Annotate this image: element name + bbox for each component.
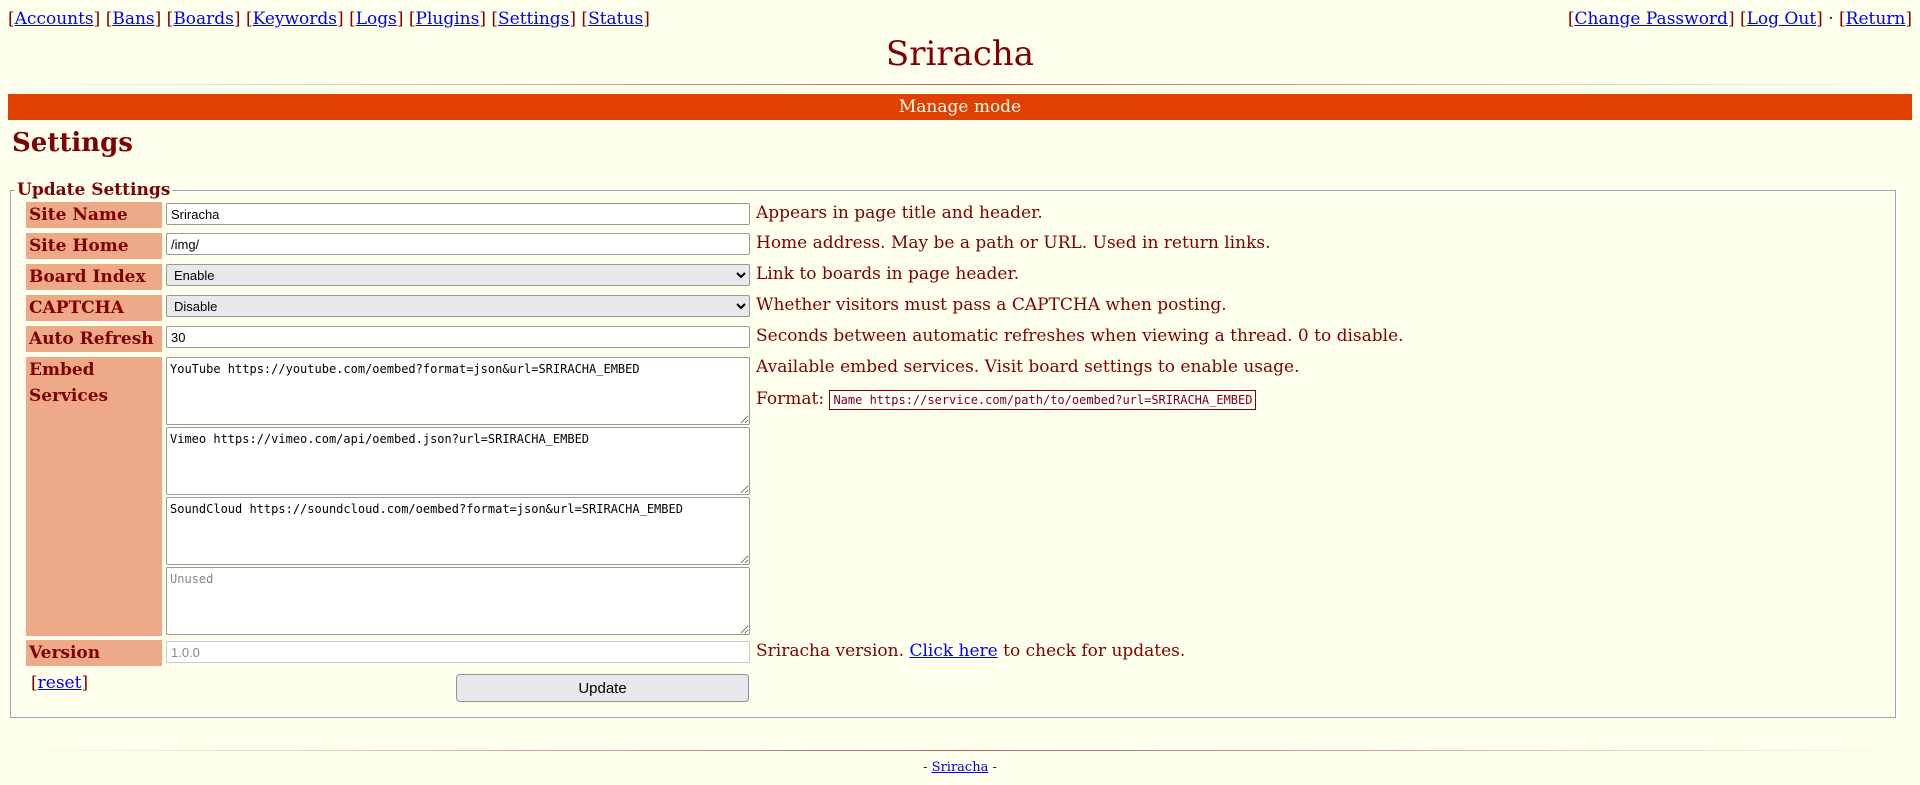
check-updates-link[interactable]: Click here bbox=[909, 641, 998, 661]
captcha-label: CAPTCHA bbox=[26, 295, 162, 321]
embed-format-example: Name https://service.com/path/to/oembed?url=SRIRACHA_EMBED bbox=[829, 390, 1256, 410]
version-desc-suffix: to check for updates. bbox=[1003, 641, 1186, 661]
footer bbox=[0, 760, 1920, 775]
site-home-desc: Home address. May be a path or URL. Used in return links. bbox=[756, 233, 1271, 253]
site-home-input[interactable] bbox=[166, 233, 750, 255]
embed-service-textarea-4[interactable] bbox=[166, 567, 750, 635]
fieldset-legend: Update Settings bbox=[17, 180, 171, 200]
site-name-desc: Appears in page title and header. bbox=[756, 203, 1043, 223]
site-title: Sriracha bbox=[885, 34, 1035, 74]
nav-boards[interactable]: Boards bbox=[173, 9, 234, 29]
footer-prefix: - bbox=[923, 760, 928, 775]
site-home-label: Site Home bbox=[26, 233, 162, 259]
version-desc-prefix: Sriracha version. bbox=[756, 641, 905, 661]
admin-nav: [Accounts] [Bans] [Boards] [Keywords] [Logs] [Plugins] [Settings] [Status] bbox=[8, 9, 650, 29]
embed-services-label: Embed Services bbox=[26, 357, 162, 636]
nav-bans[interactable]: Bans bbox=[112, 9, 155, 29]
version-desc bbox=[756, 641, 1185, 661]
footer-suffix: - bbox=[992, 760, 997, 775]
manage-mode-bar: Manage mode bbox=[8, 94, 1912, 120]
header-divider bbox=[8, 84, 1912, 85]
embed-service-textarea-2[interactable] bbox=[166, 427, 750, 495]
footer-divider bbox=[8, 750, 1912, 751]
auto-refresh-input[interactable] bbox=[166, 326, 750, 348]
auto-refresh-desc: Seconds between automatic refreshes when viewing a thread. 0 to disable. bbox=[756, 326, 1404, 346]
nav-plugins[interactable]: Plugins bbox=[415, 9, 480, 29]
nav-keywords[interactable]: Keywords bbox=[252, 9, 338, 29]
site-name-label: Site Name bbox=[26, 202, 162, 228]
captcha-desc: Whether visitors must pass a CAPTCHA when posting. bbox=[756, 295, 1227, 315]
captcha-select[interactable] bbox=[166, 295, 750, 317]
reset-link[interactable]: reset bbox=[37, 673, 82, 693]
nav-return[interactable]: Return bbox=[1845, 9, 1906, 29]
account-nav: [Change Password] [Log Out] · [Return] bbox=[1567, 9, 1912, 29]
embed-format-hint bbox=[756, 389, 1256, 409]
auto-refresh-label: Auto Refresh bbox=[26, 326, 162, 352]
reset-wrapper: [reset] bbox=[31, 673, 89, 693]
footer-link[interactable]: Sriracha bbox=[931, 760, 989, 775]
embed-service-textarea-1[interactable] bbox=[166, 357, 750, 425]
version-label: Version bbox=[26, 640, 162, 666]
site-name-input[interactable] bbox=[166, 203, 750, 225]
embed-services-desc: Available embed services. Visit board settings to enable usage. bbox=[756, 357, 1300, 377]
update-button[interactable]: Update bbox=[456, 674, 749, 702]
nav-log-out[interactable]: Log Out bbox=[1746, 9, 1817, 29]
embed-format-label: Format: bbox=[756, 389, 825, 409]
version-input bbox=[166, 641, 750, 663]
page-title: Settings bbox=[12, 128, 133, 158]
nav-logs[interactable]: Logs bbox=[355, 9, 397, 29]
embed-service-textarea-3[interactable] bbox=[166, 497, 750, 565]
nav-change-password[interactable]: Change Password bbox=[1574, 9, 1728, 29]
nav-accounts[interactable]: Accounts bbox=[14, 9, 94, 29]
board-index-label: Board Index bbox=[26, 264, 162, 290]
board-index-select[interactable] bbox=[166, 264, 750, 286]
board-index-desc: Link to boards in page header. bbox=[756, 264, 1020, 284]
nav-settings[interactable]: Settings bbox=[498, 9, 570, 29]
nav-status[interactable]: Status bbox=[588, 9, 644, 29]
